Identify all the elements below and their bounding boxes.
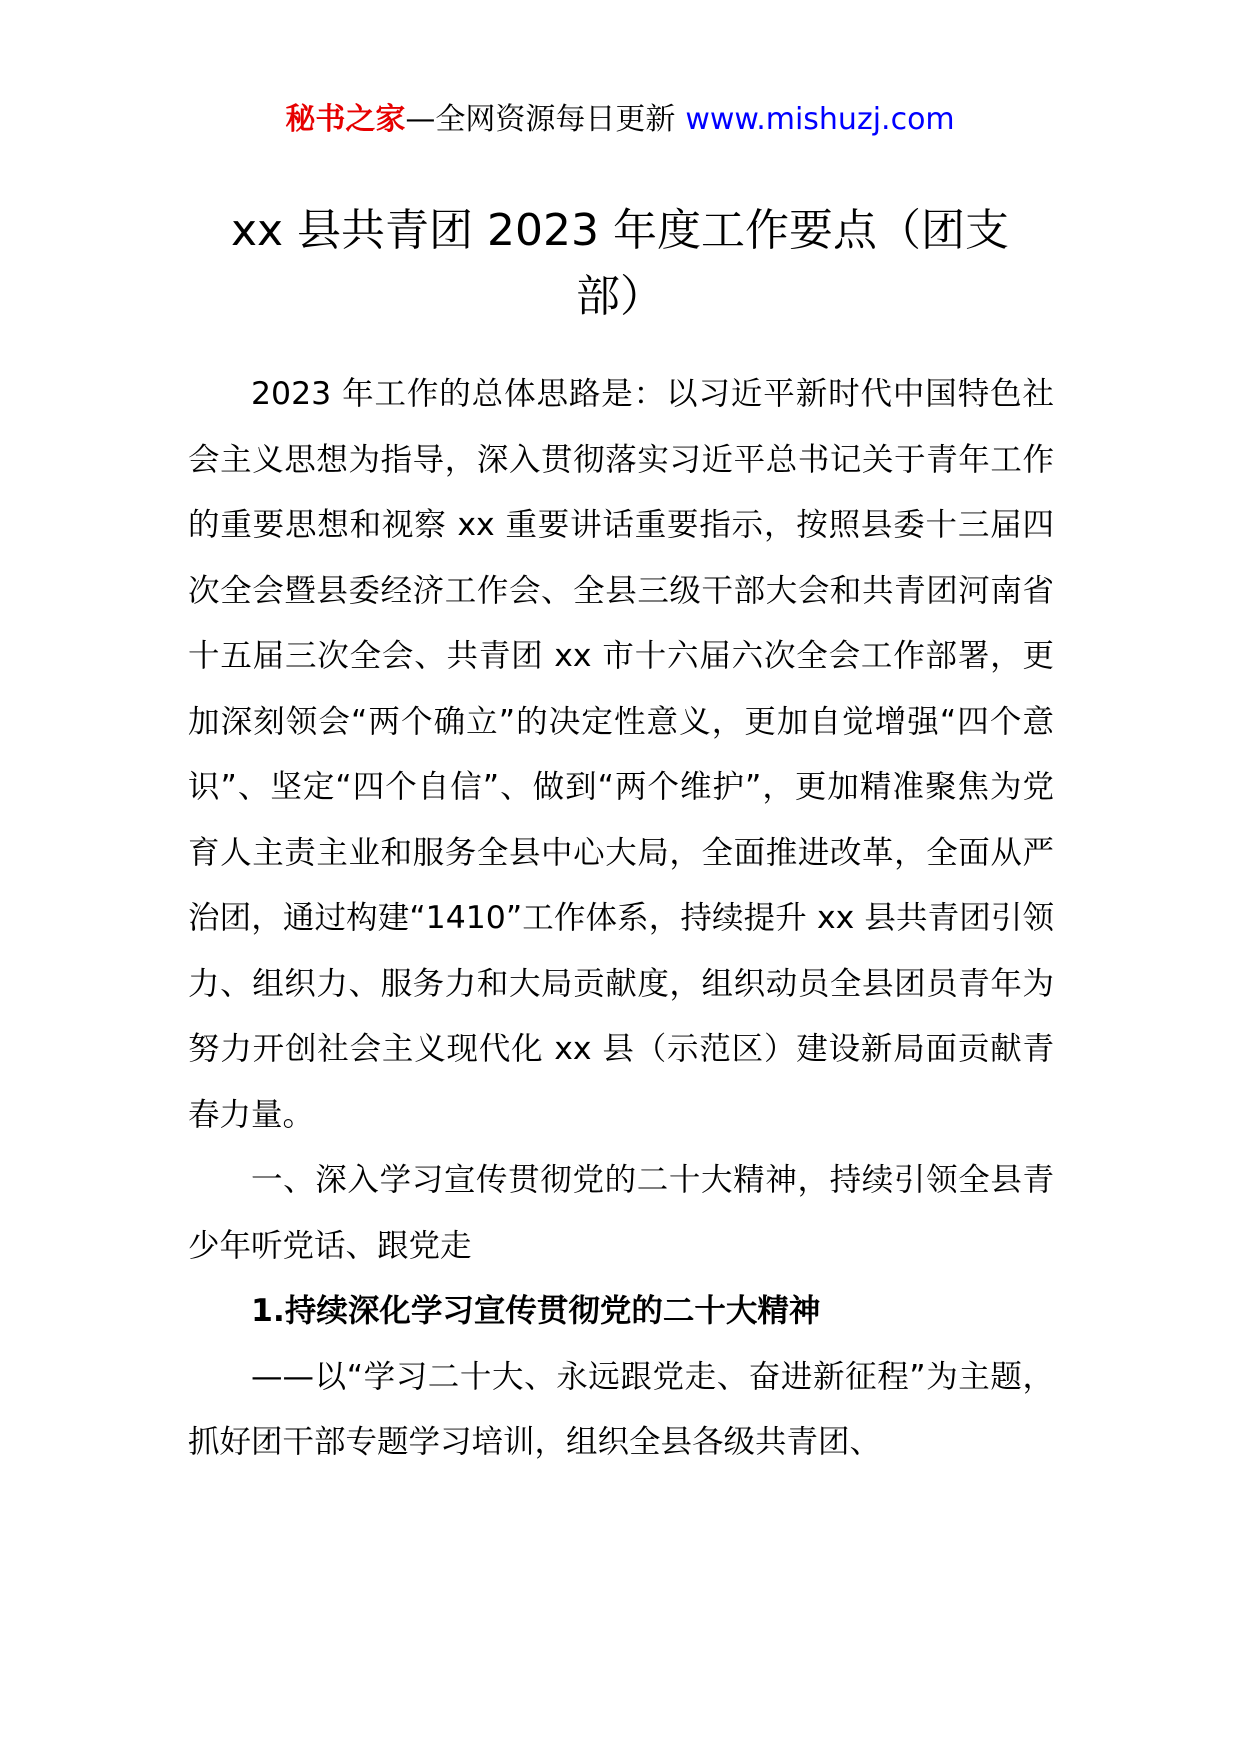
site-header	[0, 98, 1240, 142]
body-paragraph: ——以“学习二十大、永远跟党走、奋进新征程”为主题，抓好团干部专题学习培训，组织全县各级共青团、	[188, 1358, 1054, 1460]
document-title: xx 县共青团 2023 年度工作要点（团支部）	[230, 205, 1009, 322]
document-body	[188, 362, 1054, 1476]
site-brand: 秘书之家	[285, 102, 406, 137]
site-tagline: —全网资源每日更新	[405, 102, 676, 137]
subheading-1-1: 1.持续深化学习宣传贯彻党的二十大精神	[251, 1293, 821, 1329]
intro-paragraph: 2023 年工作的总体思路是：以习近平新时代中国特色社会主义思想为指导，深入贯彻落实习近平总书记关于青年工作的重要思想和视察 xx 重要讲话重要指示，按照县委十三届四次全会暨县委经济工作会、全县三级干部大会和共青团河南省十五届三次全会、共青团 xx 市十六届六次全会工作部署，更加深刻领会“两个确立”的决定性意义，更加自觉增强“四个意识”、坚定“四个自信”、做到“两个维护”，更加精准聚焦为党育人主责主业和服务全县中心大局，全面推进改革，全面从严治团，通过构建“1410”工作体系，持续提升 xx 县共青团引领力、组织力、服务力和大局贡献度，组织动员全县团员青年为努力开创社会主义现代化 xx 县（示范区）建设新局面贡献青春力量。	[188, 376, 1054, 1133]
section-heading-1: 一、深入学习宣传贯彻党的二十大精神，持续引领全县青少年听党话、跟党走	[188, 1162, 1054, 1264]
site-url-link[interactable]: www.mishuzj.com	[685, 102, 955, 137]
